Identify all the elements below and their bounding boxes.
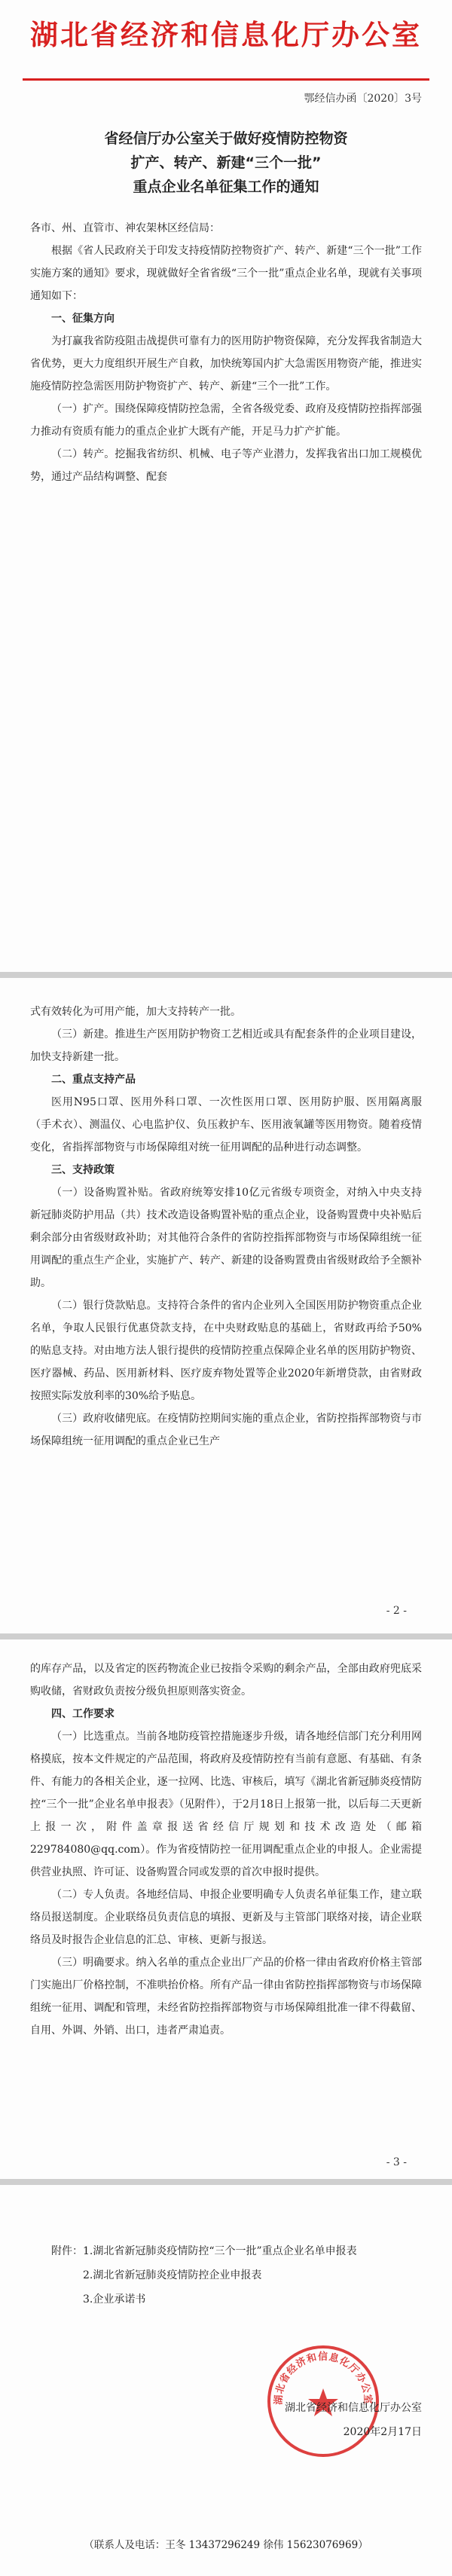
title-line: 扩产、转产、新建“三个一批”	[130, 154, 322, 171]
salutation: 各市、州、直管市、神农架林区经信局：	[30, 222, 220, 234]
section-heading: 四、工作要求	[51, 1708, 115, 1720]
attachment-text: 1.湖北省新冠肺炎疫情防控“三个一批”重点企业名单申报表	[83, 2245, 357, 2257]
attachment-item: 3.企业承诺书	[83, 2293, 146, 2306]
document-page-1	[0, 0, 452, 972]
paragraph: （三）明确要求。纳入名单的重点企业出厂产品的价格一律由省政府价格主管部门实施出厂价格控制，不准哄抬价格。所有产品一律由省防控指挥部物资与市场保障组统一征用、调配和管理，未经省防控指挥部物资与市场保障组批准一律不得截留、自用、外调、外销、出口，违者严肃追责。	[30, 1957, 422, 2037]
signature-block	[285, 2396, 422, 2444]
title-line: 重点企业名单征集工作的通知	[133, 179, 319, 195]
paragraph: （一）扩产。围绕保障疫情防控急需，全省各级党委、政府及疫情防控指挥部强力推动有资质有能力的重点企业扩大既有产能，开足马力扩产扩能。	[30, 403, 422, 438]
attachments-label: 附件：	[51, 2245, 83, 2257]
intro-paragraph: 根据《省人民政府关于印发支持疫情防控物资扩产、转产、新建“三个一批”工作实施方案的通知》要求，现就做好全省省级“三个一批”重点企业名单，现就有关事项通知如下：	[30, 245, 422, 302]
seal-text: 湖北省经济和信息化厅办公室	[273, 2351, 374, 2406]
signature-org: 湖北省经济和信息化厅办公室	[285, 2402, 422, 2414]
page-number: - 2 -	[386, 1605, 407, 1617]
attachments-block	[30, 2239, 422, 2312]
paragraph: （二）专人负责。各地经信局、申报企业要明确专人负责名单征集工作，建立联络员报送制度。企业联络员负责信息的填报、更新及与主管部门联络对接，请企业联络员及时报告企业信息的汇总、审核、更新与报送。	[30, 1889, 422, 1946]
paragraph: 式有效转化为可用产能，加大支持转产一批。	[30, 1006, 241, 1018]
document-page-3	[0, 1639, 452, 2179]
notice-title	[30, 127, 422, 199]
paragraph: （一）设备购置补贴。省政府统筹安排10亿元省级专项资金，对纳入中央支持新冠肺炎防护用品（共）技术改造设备购置补贴的重点企业，设备购置费中央补贴后剩余部分由省级财政补助；对其他符合条件的省防控指挥部物资与市场保障组统一征用调配的重点生产企业，实施扩产、转产、新建的设备购置费由省级财政给予全额补助。	[30, 1187, 422, 1289]
signature-date: 2020年2月17日	[343, 2426, 422, 2438]
paragraph: （二）转产。挖掘我省纺织、机械、电子等产业潜力，发挥我省出口加工规模优势，通过产品结构调整、配套	[30, 448, 422, 483]
paragraph: 的库存产品，以及省定的医药物流企业已按指令采购的剩余产品，全部由政府兜底采购收储，省财政负责按分级负担原则落实资金。	[30, 1663, 422, 1697]
title-line: 省经信厅办公室关于做好疫情防控物资	[104, 130, 348, 147]
paragraph: （二）银行贷款贴息。支持符合条件的省内企业列入全国医用防护物资重点企业名单，争取人民银行优惠贷款支持，在中央财政贴息的基础上，省财政再给予50%的贴息支持。对由地方法人银行提供的疫情防控重点保障企业名单的医用防护物资、医疗器械、药品、医用新材料、医疗废弃物处置等企业2020年新增贷款，由省财政按照实际发放利率的30%给予贴息。	[30, 1300, 422, 1402]
document-page-4	[0, 2185, 452, 2576]
attachment-item: 2.湖北省新冠肺炎疫情防控企业申报表	[83, 2269, 262, 2281]
paragraph: 医用N95口罩、医用外科口罩、一次性医用口罩、医用防护服、医用隔离服（手术衣）、测温仪、心电监护仪、负压救护车、医用液氧罐等医用物资。随着疫情变化，省指挥部物资与市场保障组对统一征用调配的品种进行动态调整。	[30, 1096, 422, 1154]
paragraph: 为打赢我省防疫阻击战提供可靠有力的医用防护物资保障，充分发挥我省制造大省优势，更大力度组织开展生产自救，加快统筹国内扩大急需医用物资产能，推进实施疫情防控急需医用防护物资扩产、转产、新建“三个一批”工作。	[30, 335, 422, 393]
paragraph: （三）政府收储兜底。在疫情防控期间实施的重点企业，省防控指挥部物资与市场保障组统一征用调配的重点企业已生产	[30, 1413, 422, 1447]
attachment-item	[30, 2239, 422, 2263]
paragraph: （一）比选重点。当前各地防疫管控措施逐步升级，请各地经信部门充分利用网格摸底，按本文件规定的产品范围，将政府及疫情防控有当前有意愿、有基础、有条件、有能力的各相关企业，逐一拉网、比选、审核后，填写《湖北省新冠肺炎疫情防控“三个一批”企业名单申报表》（见附件），于2月18日上报第一批，以后每二天更新上报一次，附件盖章报送省经信厅规划和技术改造处（邮箱229784080@qq.com）。作为省疫情防控一征用调配重点企业的申报人。企业需提供营业执照、许可证、设备购置合同或发票的首次申报时提供。	[30, 1731, 422, 1878]
page3-body	[30, 1658, 422, 2042]
page2-body	[30, 1001, 422, 1453]
document-number: 鄂经信办函〔2020〕3号	[304, 93, 422, 105]
paragraph: （三）新建。推进生产医用防护物资工艺相近或具有配套条件的企业项目建设，加快支持新建一批。	[30, 1028, 422, 1063]
section-heading: 二、重点支持产品	[51, 1074, 136, 1086]
contact-info: （联系人及电话：王冬 13437296249 徐伟 15623076969）	[84, 2539, 368, 2551]
section-heading: 一、征集方向	[51, 313, 115, 325]
page-number: - 3 -	[386, 2156, 407, 2168]
page1-body	[30, 217, 422, 488]
section-heading: 三、支持政策	[51, 1164, 115, 1176]
document-page-2	[0, 978, 452, 1633]
org-header-title: 湖北省经济和信息化厅办公室	[30, 19, 422, 51]
red-divider	[23, 78, 429, 81]
